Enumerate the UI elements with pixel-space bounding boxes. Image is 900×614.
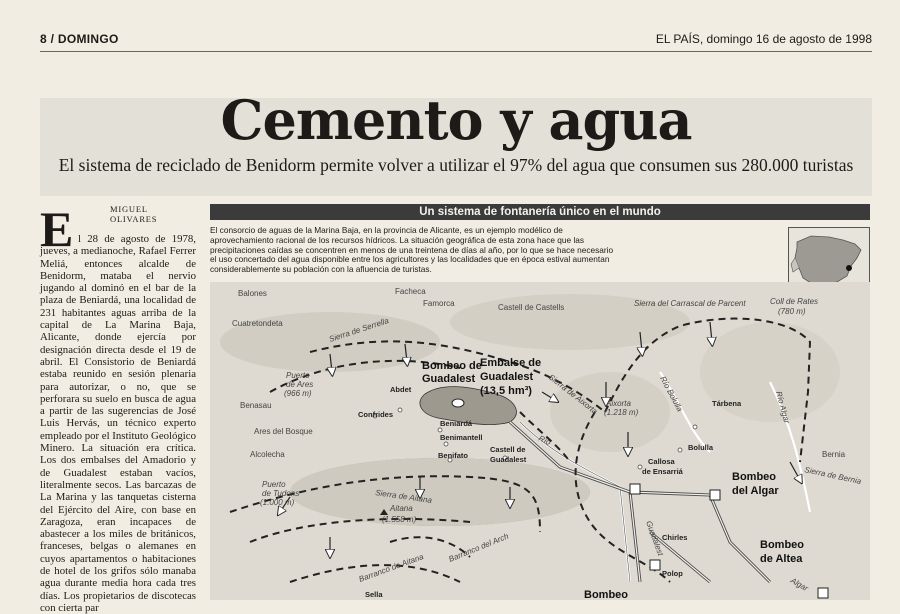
map-label-castell-guadalest-2: Guadalest [490, 455, 527, 464]
map-label-bombeo-algar-1: Bombeo [732, 471, 776, 483]
byline: MIGUEL OLIVARES [110, 204, 158, 224]
map-label-ares-bosque: Ares del Bosque [254, 427, 313, 436]
map-label-puerto-ares-1: Puerto [286, 371, 310, 380]
map-label-rio-guadalest: Río [537, 433, 553, 448]
map-label-bolulla: Bolulla [688, 443, 714, 452]
map-label-benifato: Benifato [438, 451, 468, 460]
map-label-coll-rates: Coll de Rates [770, 297, 819, 306]
map-label-embalse-2: Guadalest [480, 371, 534, 383]
map-label-beniarda: Beniardá [440, 419, 473, 428]
map-label-sella: Sella [365, 590, 383, 599]
map-label-benasau: Benasau [240, 401, 272, 410]
map-label-rio-bolulla: Río Bolulla [658, 374, 685, 414]
map-label-sierra-bernia: Sierra de Bernia [803, 465, 863, 486]
map-label-bombeo-bottom: Bombeo [584, 589, 628, 601]
article-body-column [40, 201, 196, 614]
map-label-embalse-3: (13,5 hm³) [480, 385, 532, 397]
map-label-guadalest-lower: Guadalest [644, 519, 666, 557]
map-label-alcolecha: Alcolecha [250, 450, 285, 459]
map-label-bombeo-guadalest-1: Bombeo de [422, 360, 482, 372]
map-label-callosa-2: de Ensarriá [642, 467, 683, 476]
map-label-puerto-ares-2: de Ares [286, 380, 314, 389]
map-label-barranco-aitana: Barranco de Aitana [357, 552, 425, 584]
map-label-coll-rates-alt: (780 m) [778, 307, 806, 316]
map-label-puerto-tudons-1: Puerto [262, 480, 286, 489]
infographic-intro: El consorcio de aguas de la Marina Baja, en la provincia de Alicante, es un ejemplo modélico de aprovechamiento racional de los recursos hídricos. La situación geográfica de esta zona hace que las precipitaciones caídas se concentren en menos de una treintena de días al año, por lo que se hace necesario el uso concertado del agua disponible entre los agricultores y las localidades que en época estival aumentan considerablemente su población con la afluencia de turistas. [210, 225, 614, 275]
map-label-aixorta-1: Aixorta [606, 399, 631, 408]
map-label-confrides: Confrides [358, 410, 394, 419]
location-marker-icon [846, 265, 852, 271]
map-label-bernia: Bernia [822, 450, 846, 459]
map-label-chirles: Chirles [662, 533, 688, 542]
map-label-bombeo-algar-2: del Algar [732, 485, 779, 497]
map-label-puerto-ares-3: (966 m) [284, 389, 312, 398]
map-label-aitana-2: (1.558 m) [382, 515, 417, 524]
map-label-castell-castells: Castell de Castells [498, 303, 565, 312]
drop-cap: E [40, 201, 74, 257]
map-label-tarbena: Tárbena [712, 399, 742, 408]
article-subtitle: El sistema de reciclado de Benidorm permite volver a utilizar el 97% del agua que consumen sus 280.000 turistas [58, 155, 854, 175]
map-label-callosa-1: Callosa [648, 457, 675, 466]
map-label-sierra-serrella: Sierra de Serrella [327, 316, 390, 344]
section-label: 8 / DOMINGO [40, 32, 119, 46]
map-label-abdet: Abdet [390, 385, 412, 394]
map-label-cuatretondeta: Cuatretondeta [232, 319, 283, 328]
map-label-bombeo-altea-1: Bombeo [760, 539, 804, 551]
map-label-algar-bottom: Algar [789, 575, 810, 594]
map-label-facheca: Facheca [395, 287, 426, 296]
map-label-barranco-arch: Barranco del Arch [447, 531, 510, 564]
publication-date: EL PAÍS, domingo 16 de agosto de 1998 [655, 32, 872, 46]
map-label-sierra-aitana: Sierra de Aitana [374, 488, 433, 505]
map-label-famorca: Famorca [423, 299, 455, 308]
map-label-aixorta-2: (1.218 m) [604, 408, 639, 417]
water-system-map [210, 282, 870, 600]
article-headline: Cemento y agua [220, 88, 692, 152]
map-label-aitana-1: Aitana [390, 504, 413, 513]
map-label-sierra-carrascal: Sierra del Carrascal de Parcent [634, 299, 746, 308]
map-label-rio-algar: Río Algar [774, 390, 792, 425]
map-label-bombeo-altea-2: de Altea [760, 553, 803, 565]
infographic-title: Un sistema de fontanería único en el mundo [210, 204, 870, 220]
map-label-benimantell: Benimantell [440, 433, 483, 442]
map-label-puerto-tudons-3: (1.000 m) [260, 498, 295, 507]
map-label-balones: Balones [238, 289, 267, 298]
map-label-polop: Polop [662, 569, 683, 578]
map-label-embalse-1: Embalse de [480, 357, 542, 369]
map-label-sierra-aixorta: Sierra de Aixorta [546, 372, 600, 417]
map-label-puerto-tudons-2: de Tudons [262, 489, 300, 498]
pump-icon [452, 399, 464, 407]
article-body: l 28 de agosto de 1978, jueves, a medianoche, Rafael Ferrer Meliá, entonces alcalde de Benidorm, mataba el nervio jugando al dominó en el bar de la plaza de Beniardá, una localidad de 231 habitantes aguas arriba de la capital de La Marina Baja, Alicante, donde ejercía por designación directa desde el 19 de abril. El Consistorio de Beniardá estaba reunido en sesión plenaria para autorizar, o no, que se perforara su suelo en busca de agua a partir de las sugerencias de José Luis Hervás, un técnico experto empleado por el Instituto Geológico Minero. La situación era crítica. Los dos embalses del Amadorio y de Guadalest estaban vacíos, literalmente secos. Las barcazas de La Marina y las tanquetas cisterna del Ejército del Aire, con base en Zaragoza, eran incapaces de abastecer a los miles de británicos, franceses, belgas o alemanes en cuyos apartamentos o habitaciones de hotel de los grifos sólo manaba agua durante media hora cada tres días. Los propietarios de discotecas con cierta par [40, 233, 196, 614]
map-label-castell-guadalest-1: Castell de [490, 445, 526, 454]
map-label-bombeo-guadalest-2: Guadalest [422, 373, 476, 385]
page-header [40, 32, 872, 52]
